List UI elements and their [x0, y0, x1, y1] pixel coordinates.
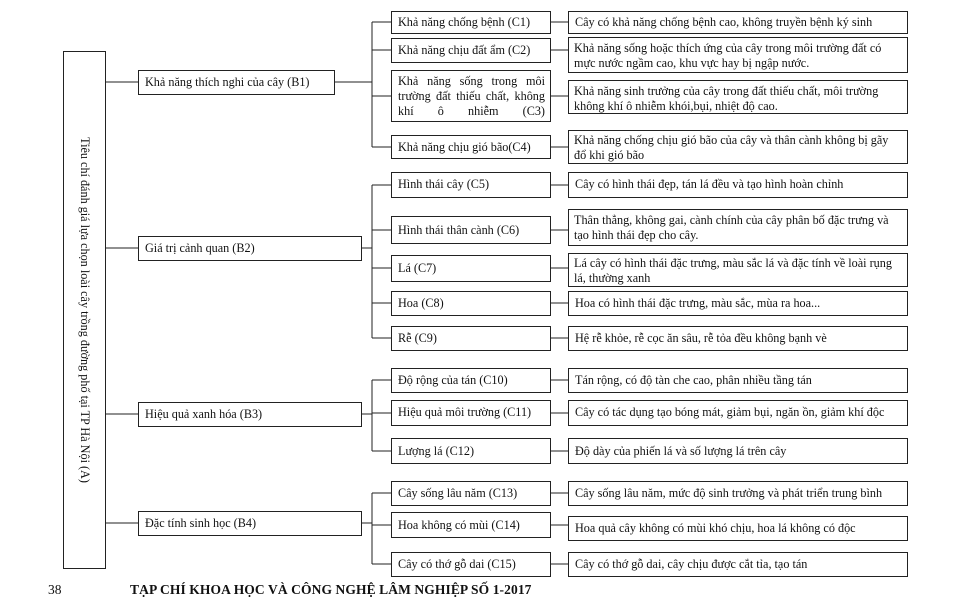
- description-text-c7: Lá cây có hình thái đặc trưng, màu sắc lá và đặc tính về loài rụng lá, thường xanh: [574, 256, 892, 285]
- description-text-c15: Cây có thớ gỗ dai, cây chịu được cắt tỉa, tạo tán: [575, 557, 808, 571]
- criterion-box-c6: [391, 216, 551, 244]
- description-text-c2: Khả năng sống hoặc thích ứng của cây trong môi trường đất có mực nước ngầm cao, khu vực hay bị ngập nước.: [574, 41, 882, 70]
- group-box-b4: [138, 511, 362, 536]
- criterion-label-c6: Hình thái thân cành (C6): [398, 223, 520, 237]
- criterion-label-c12: Lượng lá (C12): [398, 444, 475, 458]
- description-box-c8: [568, 291, 908, 316]
- description-box-c4: [568, 130, 908, 164]
- criterion-label-c9: Rễ (C9): [398, 331, 437, 345]
- group-label-b2: Giá trị cảnh quan (B2): [145, 241, 255, 255]
- criterion-label-c3: Khả năng sống trong môi trường đất thiếu chất, không khí ô nhiễm (C3): [398, 74, 545, 118]
- description-text-c8: Hoa có hình thái đặc trưng, màu sắc, mùa ra hoa...: [575, 296, 821, 310]
- criterion-label-c11: Hiệu quả môi trường (C11): [398, 405, 532, 419]
- description-box-c13: [568, 481, 908, 506]
- description-box-c1: [568, 11, 908, 34]
- description-text-c9: Hệ rễ khỏe, rễ cọc ăn sâu, rễ tỏa đều không bạnh vè: [575, 331, 827, 345]
- description-box-c3: [568, 80, 908, 114]
- criterion-box-c13: [391, 481, 551, 506]
- description-box-c6: [568, 209, 908, 246]
- criterion-box-c8: [391, 291, 551, 316]
- description-text-c6: Thân thẳng, không gai, cành chính của cây phân bố đặc trưng và tạo hình thái đẹp cho cây.: [574, 213, 889, 242]
- root-criteria-box: [63, 51, 106, 569]
- description-text-c11: Cây có tác dụng tạo bóng mát, giảm bụi, ngăn ồn, giảm khí độc: [575, 405, 885, 419]
- description-text-c10: Tán rộng, có độ tàn che cao, phân nhiều tầng tán: [575, 373, 812, 387]
- description-text-c3: Khả năng sinh trưởng của cây trong đất thiếu chất, môi trường không khí ô nhiễm khói,bụi, nhiệt độ cao.: [574, 84, 879, 113]
- description-text-c14: Hoa quả cây không có mùi khó chịu, hoa lá không có độc: [575, 521, 856, 535]
- criterion-label-c14: Hoa không có mùi (C14): [398, 518, 520, 532]
- criterion-label-c10: Độ rộng của tán (C10): [398, 373, 508, 387]
- criterion-box-c2: [391, 38, 551, 63]
- description-text-c5: Cây có hình thái đẹp, tán lá đều và tạo hình hoàn chỉnh: [575, 177, 844, 191]
- root-criteria-label: Tiêu chí đánh giá lựa chọn loài cây trồng đường phố tại TP Hà Nội (A): [77, 137, 92, 483]
- description-text-c4: Khả năng chống chịu gió bão của cây và thân cành không bị gãy đổ khi gió bão: [574, 133, 889, 162]
- criterion-box-c3: [391, 70, 551, 122]
- criterion-label-c15: Cây có thớ gỗ dai (C15): [398, 557, 516, 571]
- journal-title: TẠP CHÍ KHOA HỌC VÀ CÔNG NGHỆ LÂM NGHIỆP SỐ 1-2017: [130, 582, 532, 597]
- description-box-c12: [568, 438, 908, 464]
- criterion-box-c11: [391, 400, 551, 426]
- group-box-b2: [138, 236, 362, 261]
- description-text-c13: Cây sống lâu năm, mức độ sinh trưởng và phát triển trung bình: [575, 486, 883, 500]
- description-box-c7: [568, 253, 908, 287]
- group-label-b1: Khả năng thích nghi của cây (B1): [145, 75, 310, 89]
- group-label-b4: Đặc tính sinh học (B4): [145, 516, 257, 530]
- description-text-c12: Độ dày của phiến lá và số lượng lá trên cây: [575, 444, 787, 458]
- description-box-c14: [568, 516, 908, 541]
- criterion-box-c1: [391, 11, 551, 34]
- criterion-label-c4: Khả năng chịu gió bão(C4): [398, 140, 531, 154]
- group-box-b1: [138, 70, 335, 95]
- criterion-box-c9: [391, 326, 551, 351]
- criterion-box-c7: [391, 255, 551, 282]
- criterion-box-c14: [391, 512, 551, 538]
- description-box-c11: [568, 400, 908, 426]
- criterion-box-c10: [391, 368, 551, 393]
- description-box-c2: [568, 37, 908, 73]
- criterion-label-c1: Khả năng chống bệnh (C1): [398, 15, 530, 29]
- description-text-c1: Cây có khả năng chống bệnh cao, không truyền bệnh ký sinh: [575, 15, 873, 29]
- description-box-c15: [568, 552, 908, 577]
- page-number: 38: [48, 582, 62, 597]
- criterion-box-c5: [391, 172, 551, 198]
- criterion-box-c12: [391, 438, 551, 464]
- criterion-box-c15: [391, 552, 551, 577]
- description-box-c9: [568, 326, 908, 351]
- criterion-label-c13: Cây sống lâu năm (C13): [398, 486, 518, 500]
- criterion-label-c7: Lá (C7): [398, 261, 437, 275]
- criterion-label-c2: Khả năng chịu đất ẩm (C2): [398, 43, 531, 57]
- criterion-label-c5: Hình thái cây (C5): [398, 177, 490, 191]
- description-box-c10: [568, 368, 908, 393]
- description-box-c5: [568, 172, 908, 198]
- group-box-b3: [138, 402, 362, 427]
- criterion-box-c4: [391, 135, 551, 159]
- group-label-b3: Hiệu quả xanh hóa (B3): [145, 407, 263, 421]
- criterion-label-c8: Hoa (C8): [398, 296, 444, 310]
